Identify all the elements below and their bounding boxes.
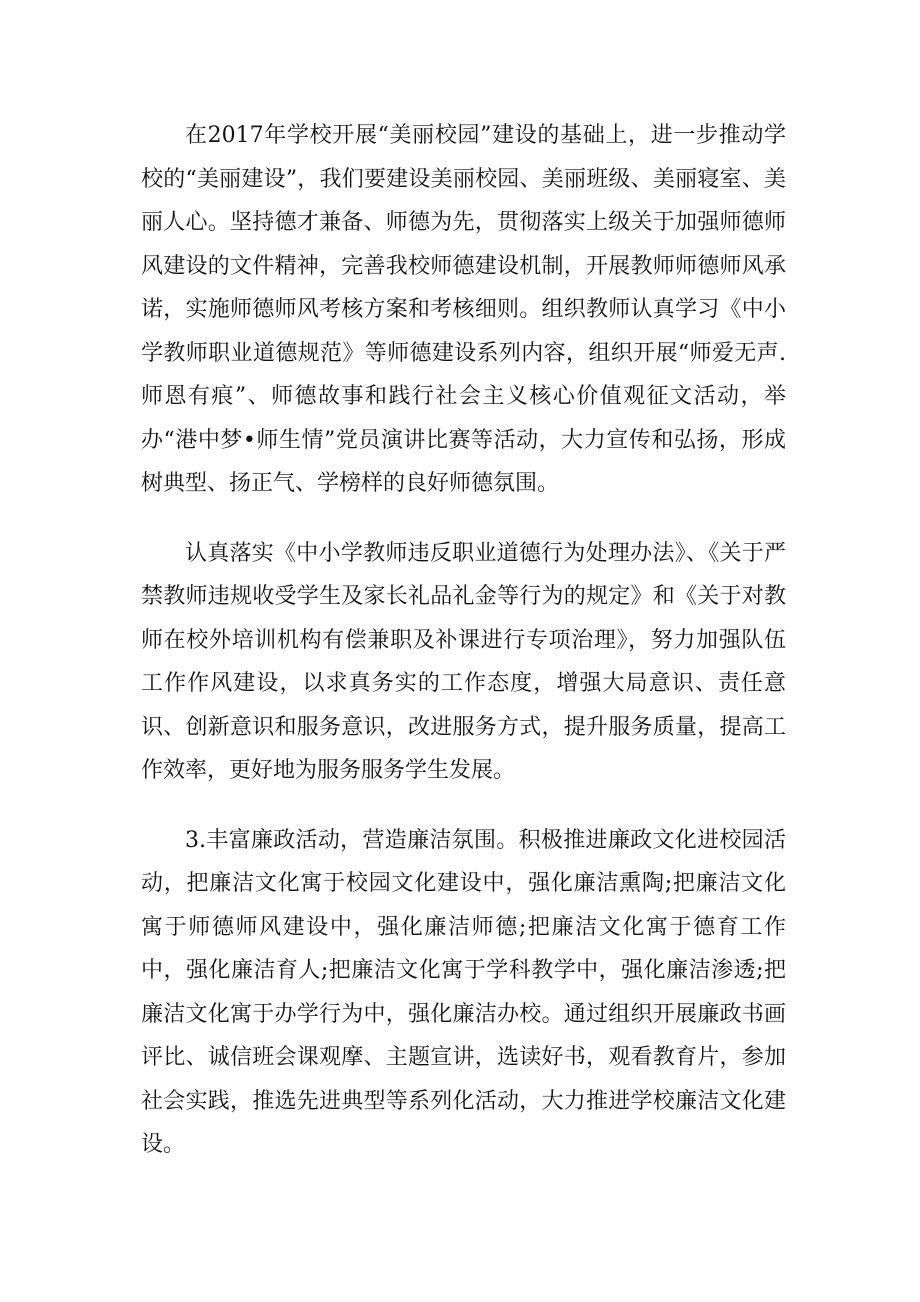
- document-body: [141, 114, 786, 1167]
- paragraph-campus-beautification: 在2017年学校开展“美丽校园”建设的基础上，进一步推动学校的“美丽建设”，我们要建设美丽校园、美丽班级、美丽寝室、美丽人心。坚持德才兼备、师德为先，贯彻落实上级关于加强师德师风建设的文件精神，完善我校师德建设机制，开展教师师德师风承诺，实施师德师风考核方案和考核细则。组织教师认真学习《中小学教师职业道德规范》等师德建设系列内容，组织开展“师爱无声.师恩有痕”、师德故事和践行社会主义核心价值观征文活动，举办“港中梦•师生情”党员演讲比赛等活动，大力宣传和弘扬，形成树典型、扬正气、学榜样的良好师德氛围。: [141, 123, 786, 496]
- paragraph-integrity-activities: 3.丰富廉政活动，营造廉洁氛围。积极推进廉政文化进校园活动，把廉洁文化寓于校园文化建设中，强化廉洁熏陶;把廉洁文化寓于师德师风建设中，强化廉洁师德;把廉洁文化寓于德育工作中，强化廉洁育人;把廉洁文化寓于学科教学中，强化廉洁渗透;把廉洁文化寓于办学行为中，强化廉洁办校。通过组织开展廉政书画评比、诚信班会课观摩、主题宣讲，选读好书，观看教育片，参加社会实践，推选先进典型等系列化活动，大力推进学校廉洁文化建设。: [141, 827, 786, 1157]
- paragraph-teacher-conduct-rules: 认真落实《中小学教师违反职业道德行为处理办法》、《关于严禁教师违规收受学生及家长礼品礼金等行为的规定》和《关于对教师在校外培训机构有偿兼职及补课进行专项治理》，努力加强队伍工作作风建设，以求真务实的工作态度，增强大局意识、责任意识、创新意识和服务意识，改进服务方式，提升服务质量，提高工作效率，更好地为服务服务学生发展。: [141, 540, 786, 783]
